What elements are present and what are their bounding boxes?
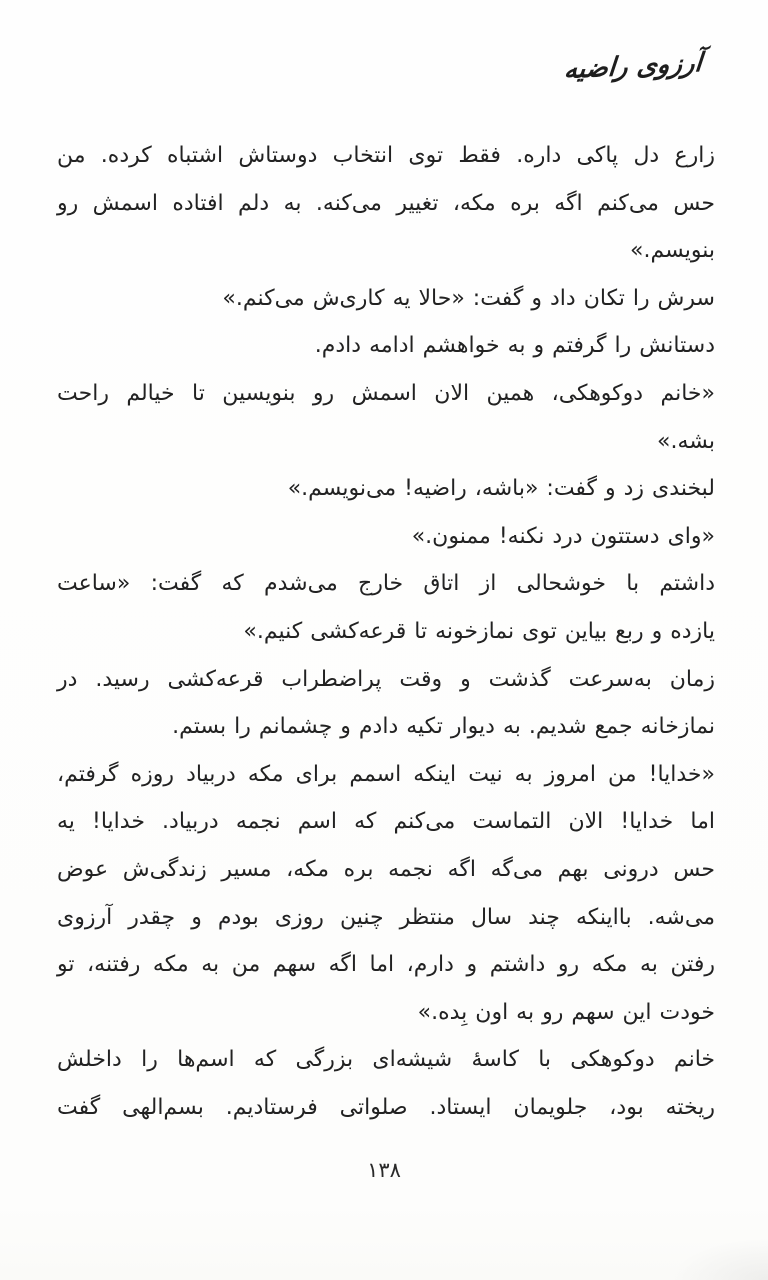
text-line: بنویسم.» — [630, 238, 715, 264]
text-line: یازده و ربع بیاین توی نمازخونه تا قرعه‌کشی کنیم.» — [243, 618, 715, 644]
text-line: دستانش را گرفتم و به خواهشم ادامه دادم. — [314, 333, 715, 359]
text-line: سرش را تکان داد و گفت: «حالا یه کاری‌ش می‌کنم.» — [222, 285, 715, 311]
text-line: زمان به‌سرعت گذشت و وقت پراضطراب قرعه‌کشی رسید. در — [57, 666, 715, 692]
text-line: نمازخانه جمع شدیم. به دیوار تکیه دادم و چشمانم را بستم. — [172, 714, 715, 740]
text-line: «خدایا! من امروز به نیت اینکه اسمم برای مکه دربیاد روزه گرفتم، — [57, 761, 715, 787]
text-line: می‌شه. بااینکه چند سال منتظر چنین روزی بودم و چقدر آرزوی — [57, 904, 715, 930]
text-line: بشه.» — [657, 428, 715, 454]
text-line: حس می‌کنم اگه بره مکه، تغییر می‌کنه. به دلم افتاده اسمش رو — [57, 190, 715, 216]
text-line: لبخندی زد و گفت: «باشه، راضیه! می‌نویسم.» — [287, 476, 715, 502]
running-head-title: آرزوی راضیه — [562, 47, 704, 86]
text-line: خانم دوکوهکی با کاسهٔ شیشه‌ای بزرگی که اسم‌ها را داخلش — [57, 1047, 715, 1073]
text-line: ریخته بود، جلویمان ایستاد. صلواتی فرستادیم. بسم‌الهی گفت — [57, 1094, 715, 1120]
text-line: «خانم دوکوهکی، همین الان اسمش رو بنویسین تا خیالم راحت — [57, 380, 715, 406]
text-line: رفتن به مکه رو داشتم و دارم، اما اگه سهم من به مکه رفتنه، تو — [57, 952, 715, 978]
text-line: اما خدایا! الان التماست می‌کنم که اسم نجمه دربیاد. خدایا! یه — [57, 809, 715, 835]
text-block — [57, 132, 715, 1131]
text-line: «وای دستتون درد نکنه! ممنون.» — [411, 523, 715, 549]
text-line: خودت این سهم رو به اون بِده.» — [417, 999, 715, 1025]
text-line: داشتم با خوشحالی از اتاق خارج می‌شدم که گفت: «ساعت — [57, 571, 715, 597]
text-line: زارع دل پاکی داره. فقط توی انتخاب دوستاش اشتباه کرده. من — [57, 143, 715, 168]
page-number: ۱۳۸ — [367, 1158, 401, 1182]
text-line: حس درونی بهم می‌گه اگه نجمه بره مکه، مسیر زندگی‌ش عوض — [57, 856, 715, 882]
